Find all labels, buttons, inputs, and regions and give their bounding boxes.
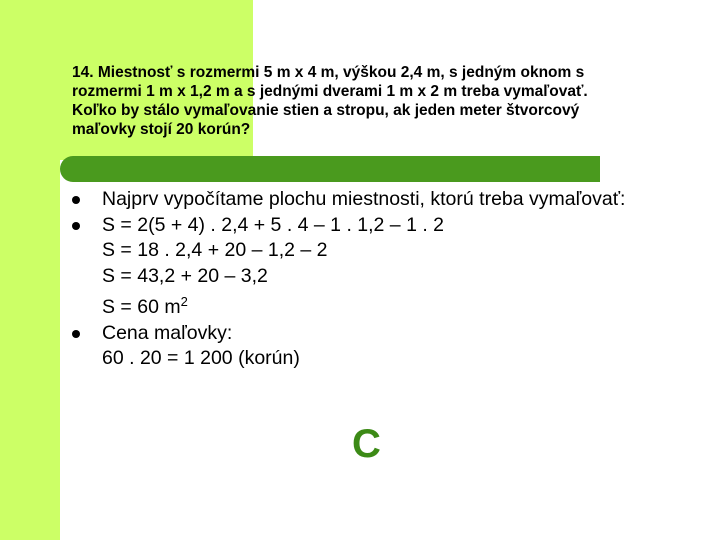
step-line: Cena maľovky: — [102, 321, 233, 344]
title-line: 14. Miestnosť s rozmermi 5 m x 4 m, výškou 2,4 m, s jedným oknom s — [72, 64, 585, 81]
solution-list — [72, 187, 702, 372]
step-line: S = 43,2 + 20 – 3,2 — [102, 264, 268, 287]
solution-step-intro — [72, 187, 702, 213]
area-result-text: S = 60 m — [102, 296, 181, 318]
bullet-dot-icon — [72, 222, 80, 230]
title-divider-bar — [60, 156, 600, 182]
problem-title — [72, 63, 692, 139]
left-accent-strip — [0, 0, 60, 540]
area-unit-exponent: 2 — [180, 294, 188, 309]
solution-step-cost — [72, 321, 702, 372]
bullet-dot-icon — [72, 196, 80, 204]
bullet-dot-icon — [72, 330, 80, 338]
area-result-line — [102, 289, 702, 321]
title-line: Koľko by stálo vymaľovanie stien a stropu, ak jeden meter štvorcový — [72, 102, 580, 119]
step-line: 60 . 20 = 1 200 (korún) — [102, 347, 300, 369]
title-line: maľovky stojí 20 korún? — [72, 121, 251, 138]
title-line: rozmermi 1 m x 1,2 m a s jednými dverami 1 m x 2 m treba vymaľovať. — [72, 83, 588, 100]
answer-letter: C — [352, 422, 381, 466]
step-line: Najprv vypočítame plochu miestnosti, ktorú treba vymaľovať: — [102, 188, 626, 210]
step-line: S = 2(5 + 4) . 2,4 + 5 . 4 – 1 . 1,2 – 1 . 2 — [102, 213, 445, 236]
step-line: S = 18 . 2,4 + 20 – 1,2 – 2 — [102, 239, 328, 261]
solution-step-area — [72, 213, 702, 321]
